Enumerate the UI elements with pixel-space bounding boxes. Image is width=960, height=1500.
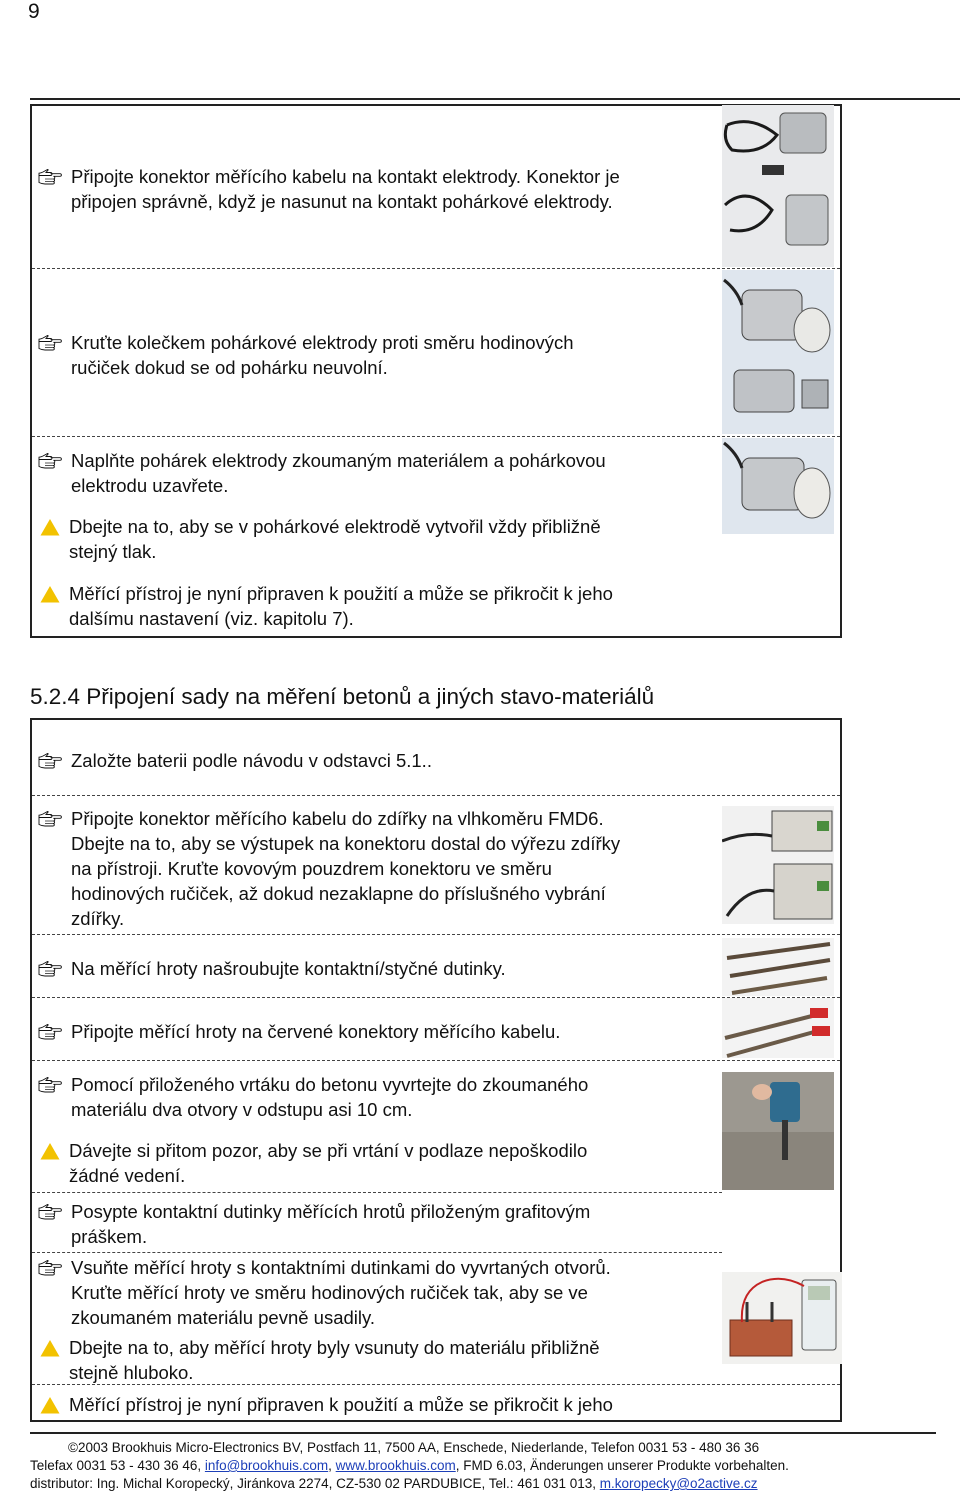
instruction-text: Vsuňte měřící hroty s kontaktními dutinkami do vyvrtaných otvorů. Kruťte měřící hroty ve směru hodinových ručiček tak, aby se ve zkoumaném materiálu pevně usadily. bbox=[71, 1257, 611, 1328]
warning-triangle-icon bbox=[40, 585, 60, 603]
warning-text: Dávejte si přitom pozor, aby se při vrtání v podlaze nepoškodilo žádné vedení. bbox=[69, 1140, 588, 1186]
section-divider bbox=[32, 934, 840, 935]
warning-text: Měřící přístroj je nyní připraven k použití a může se přikročit k jeho bbox=[69, 1394, 613, 1415]
photo-probes-in-brick bbox=[722, 1272, 842, 1364]
section-divider bbox=[32, 997, 840, 998]
page-number: 9 bbox=[28, 0, 40, 23]
section-divider bbox=[32, 1060, 840, 1061]
instruction-text: Kruťte kolečkem pohárkové elektrody proti směru hodinových ručiček dokud se od pohárku neuvolní. bbox=[71, 332, 574, 378]
section-divider bbox=[32, 268, 840, 269]
pointing-hand-icon bbox=[38, 961, 62, 977]
photo-drilling-concrete bbox=[722, 1072, 834, 1190]
photo-fmd6-connector bbox=[722, 806, 834, 924]
section-divider bbox=[32, 1192, 722, 1193]
instruction-text: Připojte konektor měřícího kabelu na kontakt elektrody. Konektor je připojen správně, když je nasunut na kontakt pohárkové elektrody. bbox=[71, 166, 620, 212]
photo-measuring-probes bbox=[722, 938, 834, 996]
warning-text: Dbejte na to, aby se v pohárkové elektrodě vytvořil vždy přibližně stejný tlak. bbox=[69, 516, 601, 562]
pointing-hand-icon bbox=[38, 453, 62, 469]
pointing-hand-icon bbox=[38, 1077, 62, 1093]
warning-text: Měřící přístroj je nyní připraven k použití a může se přikročit k jeho dalšímu nastavení (viz. kapitolu 7). bbox=[69, 583, 613, 629]
instruction-text: Připojte měřící hroty na červené konektory měřícího kabelu. bbox=[71, 1021, 561, 1042]
warning-triangle-icon bbox=[40, 518, 60, 536]
footer-email-link[interactable]: info@brookhuis.com bbox=[204, 1458, 329, 1473]
instruction-text: Na měřící hroty našroubujte kontaktní/styčné dutinky. bbox=[71, 958, 506, 979]
instruction-text: Pomocí přiloženého vrtáku do betonu vyvrtejte do zkoumaného materiálu dva otvory v odstupu asi 10 cm. bbox=[71, 1074, 589, 1120]
pointing-hand-icon bbox=[38, 1024, 62, 1040]
warning-triangle-icon bbox=[40, 1396, 60, 1414]
pointing-hand-icon bbox=[38, 811, 62, 827]
pointing-hand-icon bbox=[38, 1204, 62, 1220]
footer-distributor-email-link[interactable]: m.koropecky@o2active.cz bbox=[599, 1476, 758, 1491]
instruction-text: Posypte kontaktní dutinky měřících hrotů přiloženým grafitovým práškem. bbox=[71, 1201, 591, 1247]
instruction-text: Připojte konektor měřícího kabelu do zdířky na vlhkoměru FMD6. Dbejte na to, aby se výstupek na konektoru dostal do výřezu zdířky na přístroji. Kruťte kovovým pouzdrem konektoru ve směru hodinových ručiček, až dokud nezaklapne do příslušného vybrání zdířky. bbox=[71, 808, 621, 929]
instruction-text: Založte baterii podle návodu v odstavci 5.1.. bbox=[71, 750, 432, 771]
pointing-hand-icon bbox=[38, 335, 62, 351]
section-divider bbox=[32, 795, 840, 796]
section-divider bbox=[32, 1252, 722, 1253]
pointing-hand-icon bbox=[38, 169, 62, 185]
footer-contact: Telefax 0031 53 - 430 36 46, info@brookhuis.com, www.brookhuis.com, FMD 6.03, Änderungen unserer Produkte vorbehalten. bbox=[30, 1458, 789, 1473]
warning-triangle-icon bbox=[40, 1142, 60, 1160]
section-heading: 5.2.4 Připojení sady na měření betonů a jiných stavo-materiálů bbox=[30, 684, 655, 709]
photo-cup-electrode-open bbox=[722, 270, 834, 434]
footer-web-link[interactable]: www.brookhuis.com bbox=[335, 1458, 456, 1473]
footer-rule bbox=[30, 1432, 936, 1434]
warning-text: Dbejte na to, aby měřící hroty byly vsunuty do materiálu přibližně stejně hluboko. bbox=[69, 1337, 600, 1383]
footer-copyright: ©2003 Brookhuis Micro-Electronics BV, Postfach 11, 7500 AA, Enschede, Niederlande, Telefon 0031 53 - 480 36 36 bbox=[68, 1440, 760, 1455]
header-rule bbox=[30, 98, 960, 100]
warning-triangle-icon bbox=[40, 1339, 60, 1357]
photo-cup-electrode-closed bbox=[722, 438, 834, 534]
instruction-text: Naplňte pohárek elektrody zkoumaným materiálem a pohárkovou elektrodu uzavřete. bbox=[71, 450, 606, 496]
pointing-hand-icon bbox=[38, 1260, 62, 1276]
photo-probes-red-connectors bbox=[722, 998, 834, 1058]
section-divider bbox=[32, 436, 840, 437]
pointing-hand-icon bbox=[38, 753, 62, 769]
footer-distributor: distributor: Ing. Michal Koropecký, Jiránkova 2274, CZ-530 02 PARDUBICE, Tel.: 461 031 013, m.koropecky@o2active.cz bbox=[30, 1476, 758, 1491]
photo-cable-and-cup-electrode bbox=[722, 105, 834, 267]
